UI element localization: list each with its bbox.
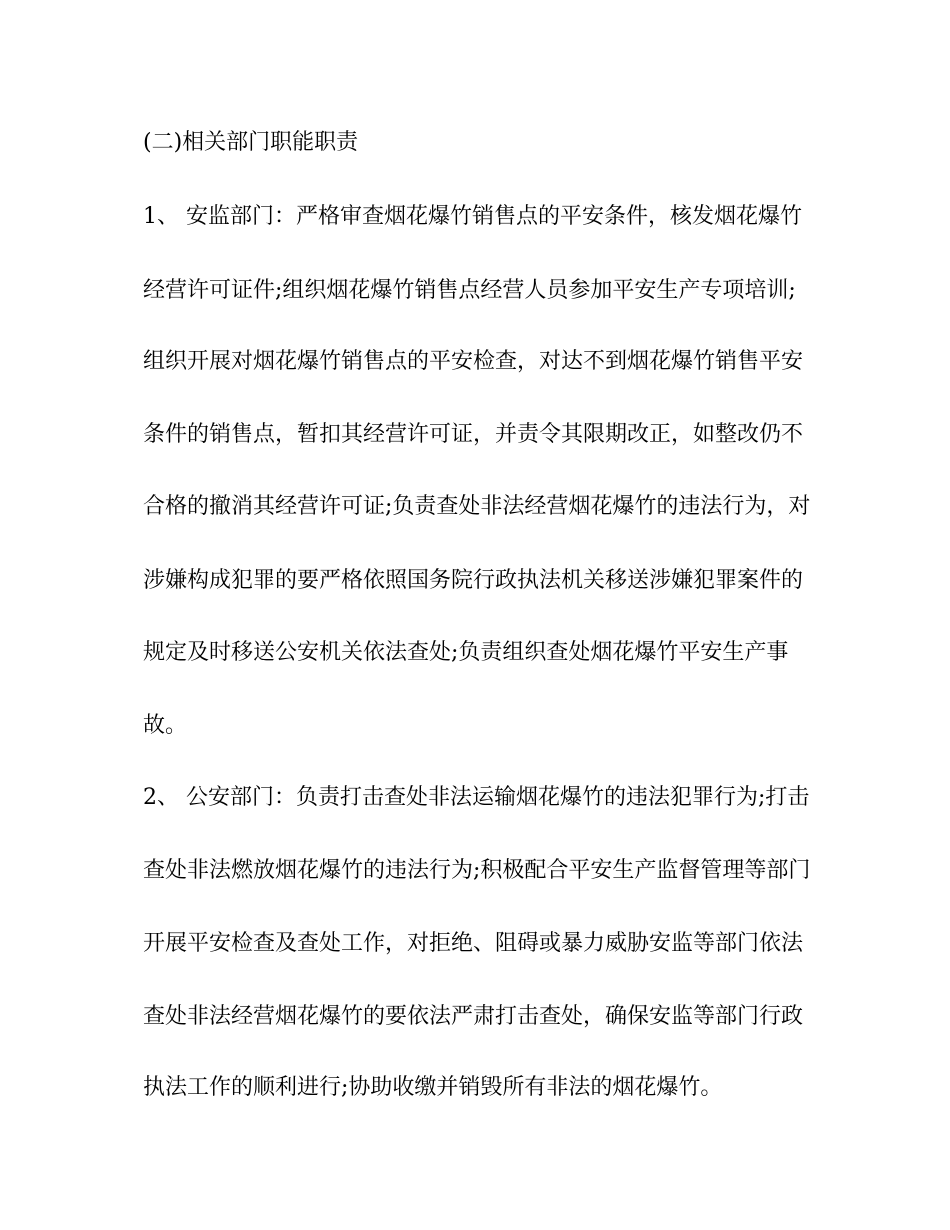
paragraph-line: 经营许可证件;组织烟花爆竹销售点经营人员参加平安生产专项培训; xyxy=(143,278,796,303)
paragraph-line: 开展平安检查及查处工作，对拒绝、阻碍或暴力威胁安监等部门依法 xyxy=(143,931,804,956)
section-heading: (二)相关部门职能职责 xyxy=(143,130,359,155)
paragraph-line: 涉嫌构成犯罪的要严格依照国务院行政执法机关移送涉嫌犯罪案件的 xyxy=(143,568,804,593)
paragraph-line: 查处非法经营烟花爆竹的要依法严肃打击查处，确保安监等部门行政 xyxy=(143,1004,804,1029)
paragraph-line: 2、 公安部门：负责打击查处非法运输烟花爆竹的违法犯罪行为;打击 xyxy=(143,785,810,810)
paragraph-line: 查处非法燃放烟花爆竹的违法行为;积极配合平安生产监督管理等部门 xyxy=(143,858,811,883)
paragraph-line: 执法工作的顺利进行;协助收缴并销毁所有非法的烟花爆竹。 xyxy=(143,1075,723,1100)
paragraph-line: 1、 安监部门：严格审查烟花爆竹销售点的平安条件，核发烟花爆竹 xyxy=(143,204,802,229)
paragraph-line: 条件的销售点，暂扣其经营许可证，并责令其限期改正，如整改仍不 xyxy=(143,422,804,447)
paragraph-line: 组织开展对烟花爆竹销售点的平安检查，对达不到烟花爆竹销售平安 xyxy=(143,349,804,374)
paragraph-line: 故。 xyxy=(143,713,188,738)
paragraph-line: 规定及时移送公安机关依法查处;负责组织查处烟花爆竹平安生产事 xyxy=(143,640,789,665)
paragraph-line: 合格的撤消其经营许可证;负责查处非法经营烟花爆竹的违法行为，对 xyxy=(143,494,811,519)
